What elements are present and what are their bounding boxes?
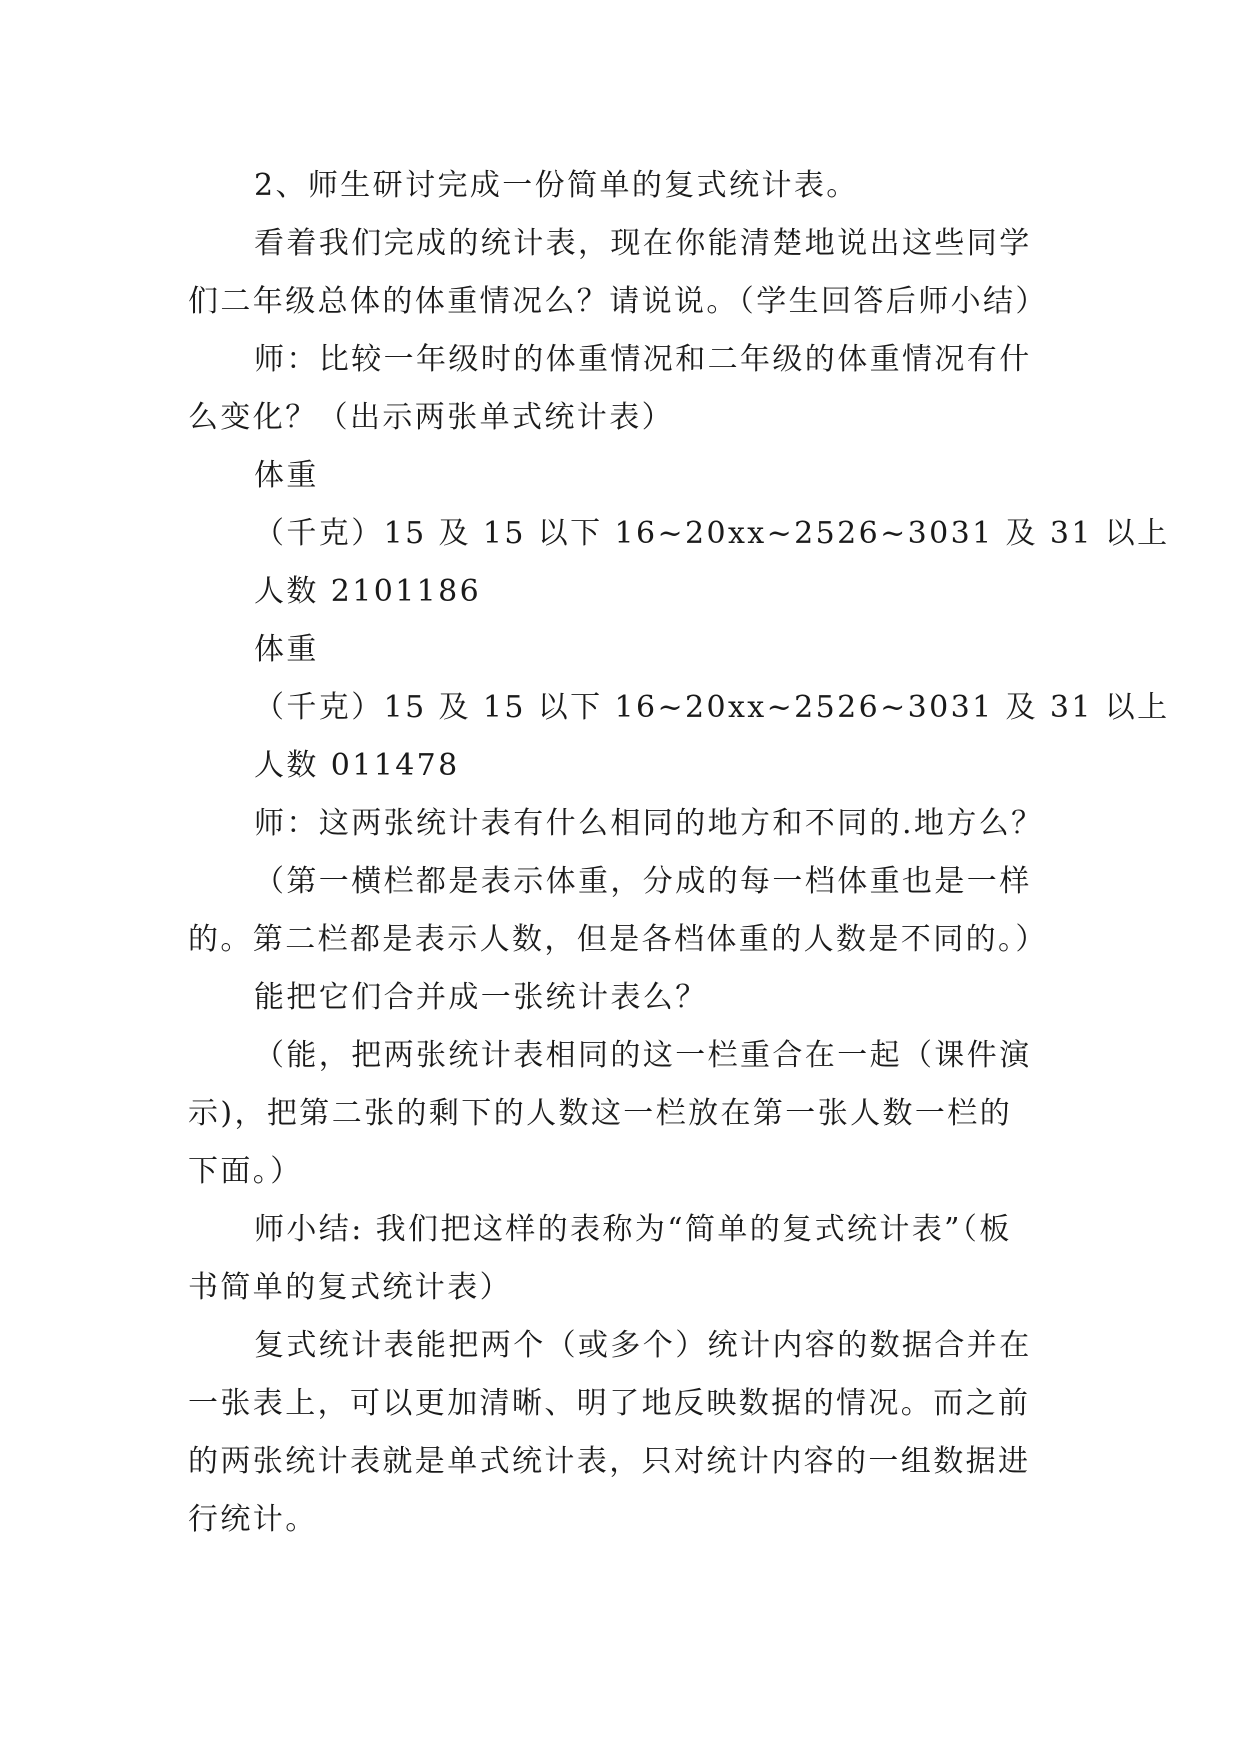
paragraph-line: 行统计。 (188, 1502, 318, 1537)
paragraph-line: 的两张统计表就是单式统计表，只对统计内容的一组数据进 (188, 1444, 1031, 1479)
paragraph-line: 师小结: 我们把这样的表称为“简单的复式统计表”（板 (254, 1212, 1012, 1247)
table1-counts: 人数 2101186 (254, 574, 482, 609)
paragraph-line: 一张表上，可以更加清晰、明了地反映数据的情况。而之前 (188, 1386, 1031, 1421)
paragraph-line: 2、师生研讨完成一份简单的复式统计表。 (254, 168, 859, 203)
table2-header-label: 体重 (254, 632, 319, 667)
paragraph-line: 书简单的复式统计表） (188, 1270, 512, 1305)
paragraph-line: （第一横栏都是表示体重，分成的每一档体重也是一样 (254, 864, 1032, 899)
table2-counts: 人数 011478 (254, 748, 460, 783)
paragraph-line: 么变化？（出示两张单式统计表） (188, 400, 674, 435)
table1-weight-ranges: （千克）15 及 15 以下 16~20xx~2526~3031 及 31 以上 (254, 516, 1170, 551)
paragraph-line: 复式统计表能把两个（或多个）统计内容的数据合并在 (254, 1328, 1032, 1363)
paragraph-line: 示)，把第二张的剩下的人数这一栏放在第一张人数一栏的 (188, 1096, 1013, 1131)
paragraph-line: 师：这两张统计表有什么相同的地方和不同的.地方么？ (254, 806, 1044, 841)
paragraph-line: 看着我们完成的统计表，现在你能清楚地说出这些同学 (254, 226, 1032, 261)
paragraph-line: 们二年级总体的体重情况么？请说说。（学生回答后师小结） (188, 284, 1048, 319)
table2-weight-ranges: （千克）15 及 15 以下 16~20xx~2526~3031 及 31 以上 (254, 690, 1170, 725)
paragraph-line: 下面。） (188, 1154, 303, 1189)
paragraph-line: （能，把两张统计表相同的这一栏重合在一起（课件演 (254, 1038, 1032, 1073)
paragraph-line: 的。第二栏都是表示人数，但是各档体重的人数是不同的。） (188, 922, 1048, 957)
table1-header-label: 体重 (254, 458, 319, 493)
paragraph-line: 能把它们合并成一张统计表么？ (254, 980, 708, 1015)
document-body (188, 157, 1170, 1549)
paragraph-line: 师：比较一年级时的体重情况和二年级的体重情况有什 (254, 342, 1032, 377)
